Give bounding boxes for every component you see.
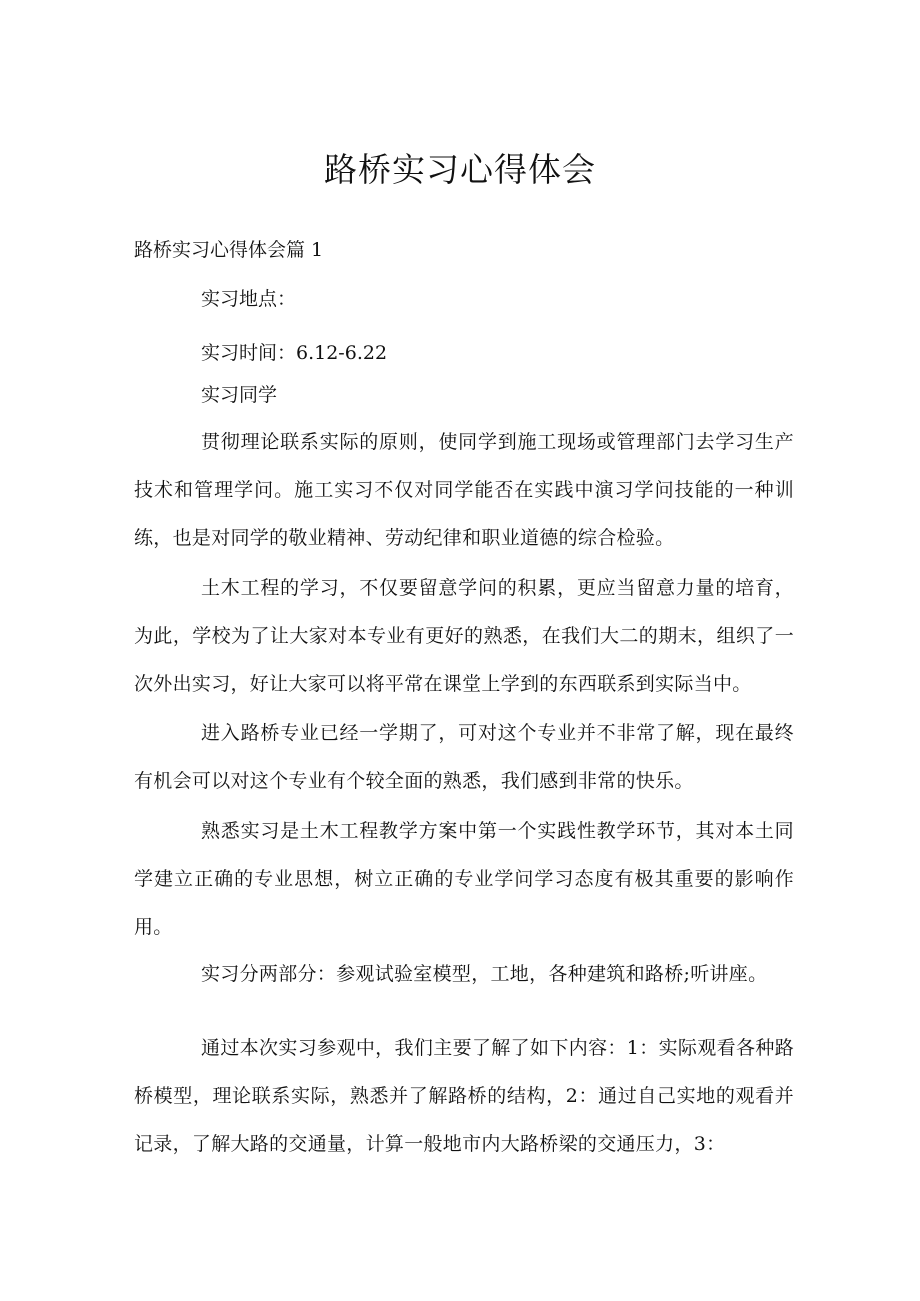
paragraph-4: 熟悉实习是土木工程教学方案中第一个实践性教学环节，其对本土同学建立正确的专业思想，树立正确的专业学问学习态度有极其重要的影响作用。 (134, 820, 794, 938)
paragraph-6: 通过本次实习参观中，我们主要了解了如下内容：1：实际观看各种路桥模型，理论联系实际，熟悉并了解路桥的结构，2：通过自己实地的观看并记录，了解大路的交通量，计算一般地市内大路桥梁的交通压力，3： (134, 1037, 794, 1155)
paragraph-5: 实习分两部分：参观试验室模型，工地，各种建筑和路桥;听讲座。 (201, 963, 768, 985)
internship-time: 实习时间：6.12-6.22 (201, 342, 388, 364)
document-title: 路桥实习心得体会 (324, 150, 596, 189)
paragraph-2: 土木工程的学习，不仅要留意学问的积累，更应当留意力量的培育，为此，学校为了让大家对本专业有更好的熟悉，在我们大二的期末，组织了一次外出实习，好让大家可以将平常在课堂上学到的东西联系到实际当中。 (134, 577, 794, 695)
internship-classmates: 实习同学 (201, 384, 278, 406)
paragraph-1: 贯彻理论联系实际的原则，使同学到施工现场或管理部门去学习生产技术和管理学问。施工实习不仅对同学能否在实践中演习学问技能的一种训练，也是对同学的敬业精神、劳动纪律和职业道德的综合检验。 (134, 431, 794, 549)
internship-place: 实习地点： (201, 288, 297, 310)
section-heading: 路桥实习心得体会篇 1 (134, 239, 324, 261)
paragraph-3: 进入路桥专业已经一学期了，可对这个专业并不非常了解，现在最终有机会可以对这个专业有个较全面的熟悉，我们感到非常的快乐。 (134, 722, 794, 792)
